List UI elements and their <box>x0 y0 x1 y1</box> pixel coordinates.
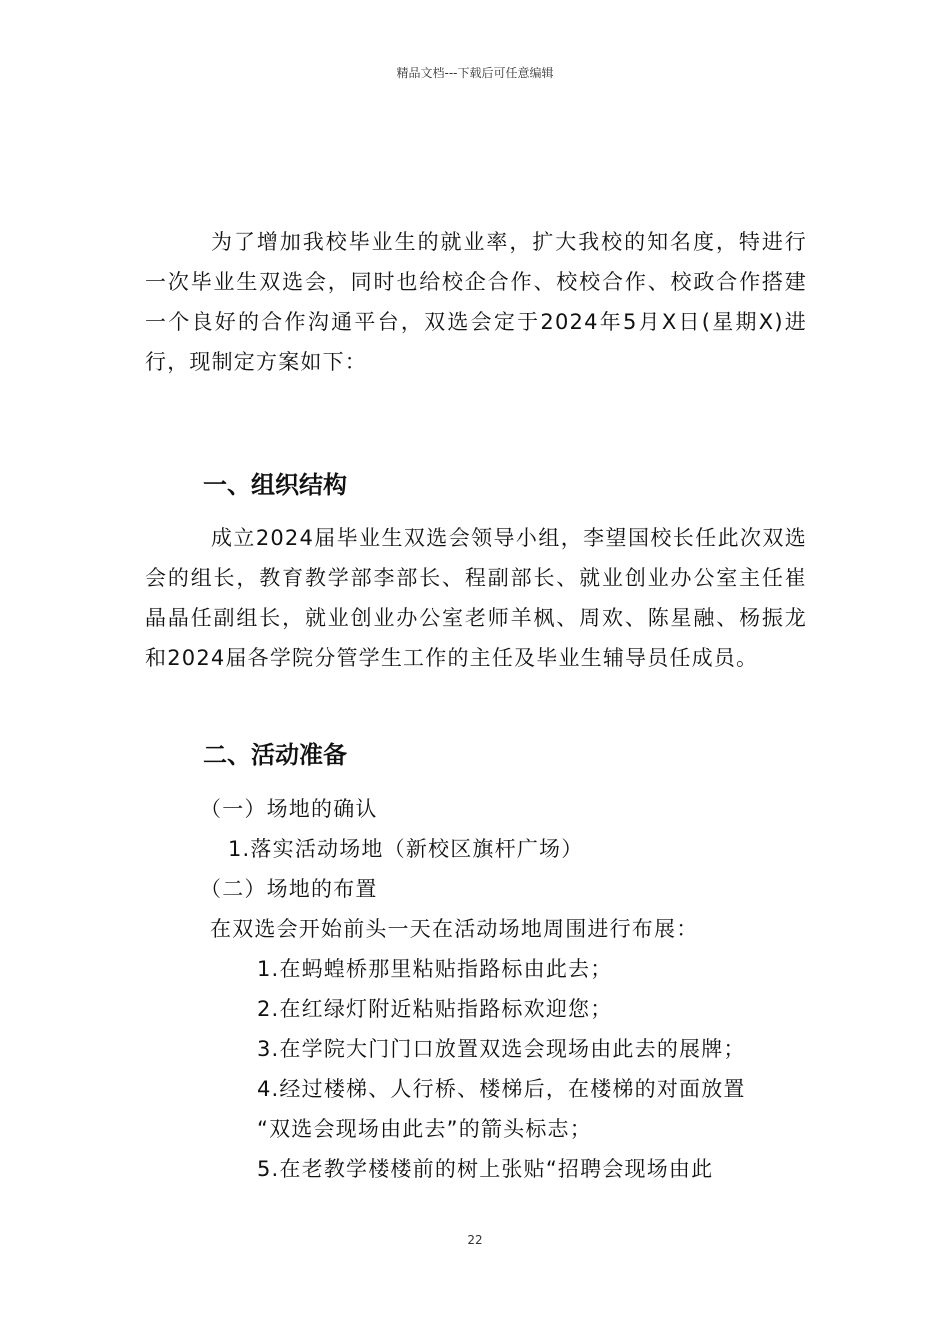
intro-paragraph: 为了增加我校毕业生的就业率，扩大我校的知名度，特进行一次毕业生双选会，同时也给校企合作、校校合作、校政合作搭建一个良好的合作沟通平台，双选会定于2024年5月X日(星期X)进行，现制定方案如下： <box>145 230 807 374</box>
organization-paragraph: 成立2024届毕业生双选会领导小组，李望国校长任此次双选会的组长，教育教学部李部长、程副部长、就业创业办公室主任崔晶晶任副组长，就业创业办公室老师羊枫、周欢、陈星融、杨振龙和2024届各学院分管学生工作的主任及毕业生辅导员任成员。 <box>145 526 807 670</box>
list-item: 5.在老教学楼楼前的树上张贴“招聘会现场由此 <box>257 1157 714 1181</box>
venue-item: 1.落实活动场地（新校区旗杆广场） <box>228 837 584 861</box>
list-item: 2.在红绿灯附近粘贴指路标欢迎您； <box>257 997 613 1021</box>
section-heading-organization: 一、组织结构 <box>203 471 347 499</box>
subheading-venue-layout: （二）场地的布置 <box>200 877 378 901</box>
page-number: 22 <box>467 1233 483 1247</box>
section-heading-preparation: 二、活动准备 <box>203 741 347 769</box>
subheading-venue-confirm: （一）场地的确认 <box>200 797 378 821</box>
list-item: 3.在学院大门门口放置双选会现场由此去的展牌； <box>257 1037 746 1061</box>
layout-intro: 在双选会开始前头一天在活动场地周围进行布展： <box>210 917 699 941</box>
list-item-continuation: “双选会现场由此去”的箭头标志； <box>257 1117 592 1141</box>
list-item: 1.在蚂蝗桥那里粘贴指路标由此去； <box>257 957 613 981</box>
list-item: 4.经过楼梯、人行桥、楼梯后，在楼梯的对面放置 <box>257 1077 746 1101</box>
page-header: 精品文档---下载后可任意编辑 <box>396 66 554 80</box>
